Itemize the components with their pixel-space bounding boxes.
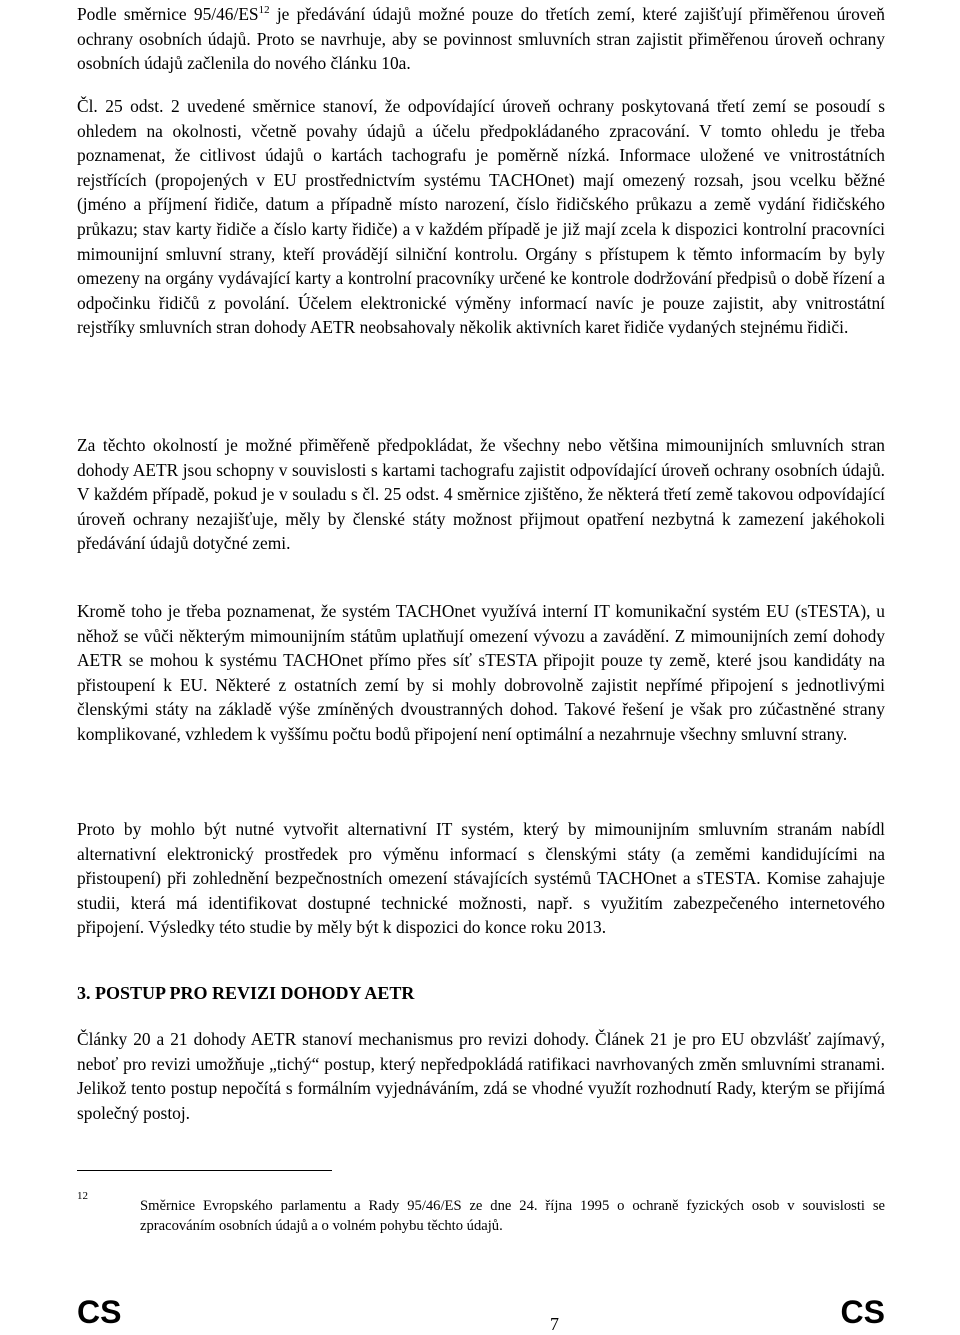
footnote-number: 12 [77,1190,88,1202]
paragraph-text: Podle směrnice 95/46/ES [77,4,259,24]
paragraph-circumstances: Za těchto okolností je možné přiměřeně předpokládat, že všechny nebo většina mimounijních smluvních stran dohody AETR jsou schopny v souvislosti s kartami tachografu zajistit odpovídající úroveň ochrany osobních údajů. V každém případě, pokud je v souladu s čl. 25 odst. 4 směrnice zjištěno, že některá třetí země takovou odpovídající úroveň ochrany nezajišťuje, měly by členské státy možnost přijmout opatření nezbytná k zamezení jakéhokoli předávání údajů dotyčné zemi. [77,435,885,554]
paragraph-adequacy: Čl. 25 odst. 2 uvedené směrnice stanoví, že odpovídající úroveň ochrany poskytovaná třetí zemí se posoudí s ohledem na okolnosti, včetně povahy údajů a účelu předpokládaného zpracování. V tomto ohledu je třeba poznamenat, že citlivost údajů o kartách tachografu je poměrně nízká. Informace uložené ve vnitrostátních rejstřících (propojených v EU prostřednictvím systému TACHOnet) mají omezený rozsah, jsou vcelku běžné (jméno a příjmení řidiče, datum a případně místo narození, číslo řidičského průkazu a země vydání řidičského průkazu; stav karty řidiče a číslo karty řidiče) a v každém případě je již mají zcela k dispozici kontrolní pracovníci mimounijní smluvní strany, kteří provádějí silniční kontrolu. Orgány s přístupem k těmto informacím by byly omezeny na orgány vydávající karty a kontrolní pracovníky určené ke kontrole dodržování předpisů o době řízení a odpočinku řidičů z povolání. Účelem elektronické výměny informací navíc je pouze zajistit, aby vnitrostátní rejstříky smluvních stran dohody AETR neobsahovaly několik aktivních karet řidiče vydaných stejnému řidiči. [77,96,885,338]
paragraph-tachonet: Kromě toho je třeba poznamenat, že systém TACHOnet využívá interní IT komunikační systém EU (sTESTA), u něhož se vůči některým mimounijním státům uplatňují omezení vývozu a zavádění. Z mimounijních zemí dohody AETR se mohou k systému TACHOnet přímo přes síť sTESTA připojit pouze ty země, které jsou kandidáty na přistoupení k EU. Některé z ostatních zemí by si mohly dobrovolně zajistit nepřímé připojení s jednotlivými členskými státy na základě výše zmíněných dvoustranných dohod. Takové řešení je však pro zúčastněné strany komplikované, vzhledem k vyššímu počtu bodů připojení není optimální a nezahrnuje všechny smluvní strany. [77,601,885,744]
paragraph-text: je předávání údajů možné pouze do třetích zemí, které zajišťují přiměřenou úroveň ochrany osobních údajů. Proto se navrhuje, aby se povinnost smluvních stran zajistit přiměřenou úroveň ochrany osobních údajů začlenila do nového článku 10a. [77,4,885,74]
footer-language-left: CS [77,1294,122,1330]
paragraph-alternative-system: Proto by mohlo být nutné vytvořit alternativní IT systém, který by mimounijním smluvním stranám nabídl alternativní elektronický prostředek pro výměnu informací s členskými státy (a zeměmi kandidujícími na přistoupení) při zohlednění bezpečnostních omezení stávajících systémů TACHOnet a sTESTA. Komise zahajuje studii, která má identifikovat dostupné technické možnosti, např. s využitím zabezpečeného internetového připojení. Výsledky této studie by měly být k dispozici do konce roku 2013. [77,819,885,938]
page-number: 7 [550,1314,559,1334]
footnote-text: Směrnice Evropského parlamentu a Rady 95/46/ES ze dne 24. října 1995 o ochraně fyzických osob v souvislosti se zpracováním osobních údajů a o volném pohybu těchto údajů. [140,1198,885,1234]
footnote-reference[interactable]: 12 [258,4,270,17]
footnote-divider [77,1170,332,1171]
paragraph-data-transfer [77,2,885,76]
footer-language-right: CS [840,1294,885,1330]
section-heading: 3. POSTUP PRO REVIZI DOHODY AETR [77,983,415,1003]
paragraph-revision: Články 20 a 21 dohody AETR stanoví mechanismus pro revizi dohody. Článek 21 je pro EU obzvlášť zajímavý, neboť pro revizi umožňuje „tichý“ postup, který nepředpokládá ratifikaci navrhovaných změn smluvními stranami. Jelikož tento postup nepočítá s formálním vyjednáváním, zdá se vhodné využít rozhodnutí Rady, kterým se přijímá společný postoj. [77,1029,885,1123]
